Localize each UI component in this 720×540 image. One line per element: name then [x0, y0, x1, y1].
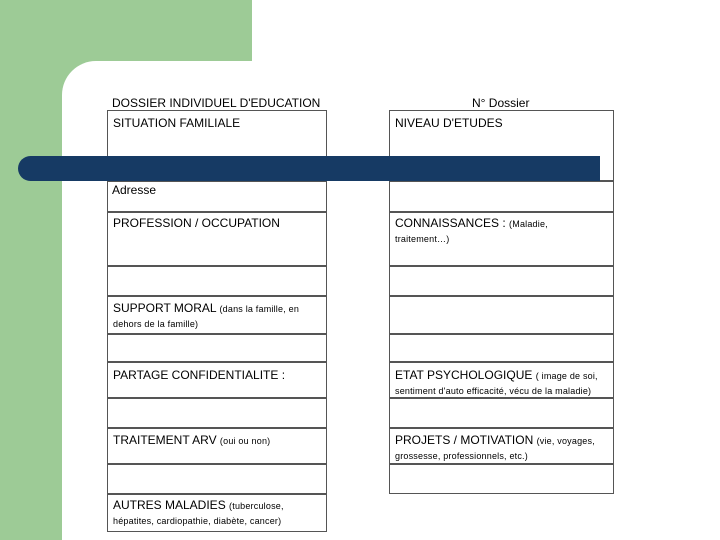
- connaissances-title: CONNAISSANCES :: [395, 216, 506, 230]
- etat-psy-extra-cell[interactable]: [389, 398, 614, 428]
- support-moral-note-2: dehors de la famille): [113, 319, 199, 329]
- support-moral-note-1: (dans la famille, en: [219, 304, 300, 314]
- etat-psy-note-2: sentiment d'auto efficacité, vécu de la maladie): [395, 386, 592, 396]
- projets-extra-cell[interactable]: [389, 464, 614, 494]
- connaissances-note-1: (Maladie,: [509, 219, 548, 229]
- navy-divider-bar: [18, 156, 600, 181]
- autres-maladies-title: AUTRES MALADIES: [113, 498, 226, 512]
- profession-label: PROFESSION / OCCUPATION: [113, 216, 280, 230]
- profession-extra-cell[interactable]: [107, 266, 327, 296]
- partage-extra-cell[interactable]: [107, 398, 327, 428]
- autres-maladies-note-2: hépatites, cardiopathie, diabète, cancer): [113, 516, 282, 526]
- support-moral-right-extra-cell[interactable]: [389, 334, 614, 362]
- traitement-arv-extra-cell[interactable]: [107, 464, 327, 494]
- situation-familiale-label: SITUATION FAMILIALE: [113, 116, 241, 130]
- autres-maladies-note-1: (tuberculose,: [229, 501, 284, 511]
- projets-title: PROJETS / MOTIVATION: [395, 433, 534, 447]
- traitement-arv-title: TRAITEMENT ARV: [113, 433, 217, 447]
- projets-note-1: (vie, voyages,: [536, 436, 595, 446]
- etat-psy-title: ETAT PSYCHOLOGIQUE: [395, 368, 533, 382]
- connaissances-extra-cell[interactable]: [389, 266, 614, 296]
- dossier-number-label: N° Dossier: [472, 96, 530, 110]
- projets-label: [395, 433, 613, 463]
- etat-psy-note-1: ( image de soi,: [535, 371, 598, 381]
- etat-psy-label: [395, 368, 613, 398]
- niveau-etudes-label: NIVEAU D'ETUDES: [395, 116, 503, 130]
- support-moral-extra-cell[interactable]: [107, 334, 327, 362]
- connaissances-note-2: traitement…): [395, 234, 450, 244]
- partage-label: PARTAGE CONFIDENTIALITE :: [113, 368, 286, 382]
- support-moral-title: SUPPORT MORAL: [113, 301, 217, 315]
- traitement-arv-note: (oui ou non): [219, 436, 271, 446]
- support-moral-label: [113, 301, 325, 331]
- adresse-label: Adresse: [112, 183, 157, 197]
- support-moral-right-cell[interactable]: [389, 296, 614, 334]
- projets-note-2: grossesse, professionnels, etc.): [395, 451, 528, 461]
- situation-familiale-extra-cell[interactable]: [107, 181, 327, 212]
- connaissances-label: [395, 216, 610, 246]
- dossier-title: DOSSIER INDIVIDUEL D'EDUCATION: [112, 96, 321, 110]
- traitement-arv-label: [113, 433, 270, 448]
- autres-maladies-label: [113, 498, 325, 528]
- niveau-etudes-extra-cell[interactable]: [389, 181, 614, 212]
